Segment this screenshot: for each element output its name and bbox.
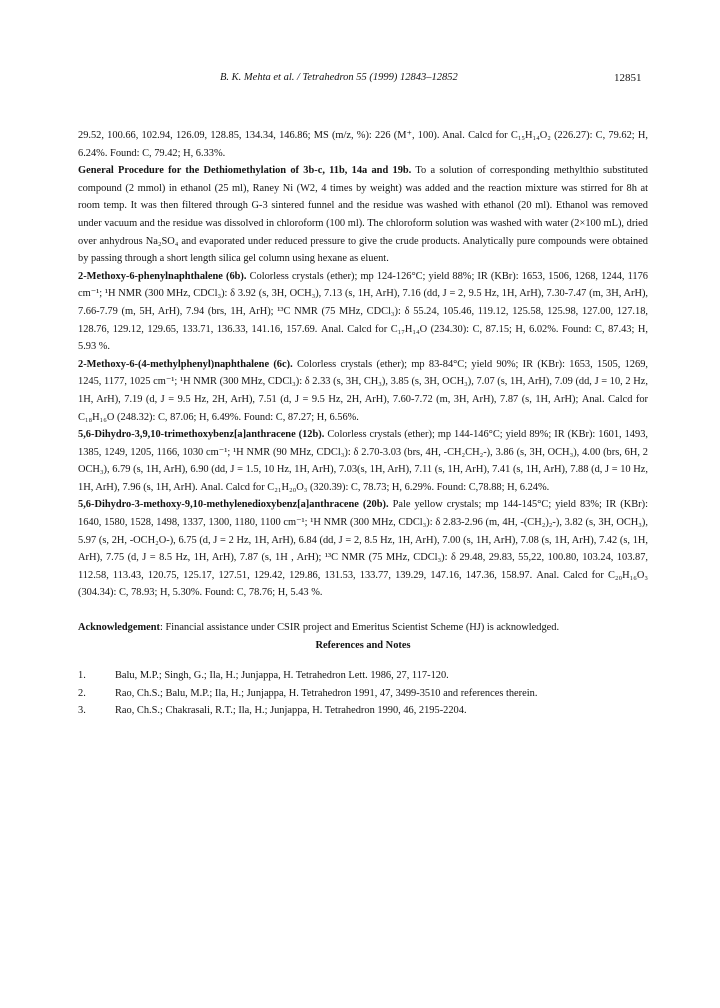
references-title: References and Notes	[315, 639, 411, 651]
paragraph-heading: 2-Methoxy-6-(4-methylphenyl)naphthalene (6c).	[78, 358, 293, 370]
paragraph-compound-20b	[78, 496, 648, 602]
running-header: B. K. Mehta et al. / Tetrahedron 55 (1999) 12843–12852	[220, 72, 458, 83]
paragraph-compound-6c	[78, 356, 648, 426]
paragraph-continuation	[78, 127, 648, 162]
section-spacer	[78, 602, 648, 619]
reference-number: 1.	[78, 670, 86, 682]
reference-text: Balu, M.P.; Singh, G.; Ila, H.; Junjappa, H. Tetrahedron Lett. 1986, 27, 117-120.	[115, 670, 449, 682]
reference-text: Rao, Ch.S.; Chakrasali, R.T.; Ila, H.; Junjappa, H. Tetrahedron 1990, 46, 2195-2204.	[115, 705, 467, 717]
article-body	[78, 127, 648, 720]
paragraph-text: 29.52, 100.66, 102.94, 126.09, 128.85, 134.34, 146.86; MS (m/z, %): 226 (M⁺, 100). Anal. Calcd for C₁₅H₁₄O₂ (226.27): C, 79.62; H, 6.24%. Found: C, 79.42; H, 6.33%.	[78, 130, 648, 159]
reference-item	[78, 667, 648, 685]
page-number: 12851	[614, 72, 642, 84]
reference-number: 3.	[78, 705, 86, 717]
reference-item	[78, 702, 648, 720]
reference-list	[78, 667, 648, 720]
paragraph-heading: 5,6-Dihydro-3,9,10-trimethoxybenz[a]anthracene (12b).	[78, 429, 325, 441]
paragraph-heading: 2-Methoxy-6-phenylnaphthalene (6b).	[78, 270, 247, 282]
paragraph-text: Pale yellow crystals; mp 144-145°C; yield 83%; IR (KBr): 1640, 1580, 1528, 1498, 1337, 1300, 1180, 1100 cm⁻¹; ¹H NMR (300 MHz, CDCl₃): δ 2.83-2.96 (m, 4H, -(CH₂)₂-), 3.82 (s, 3H, OCH₃), 5.97 (s, 2H, -OCH₂O-), 6.75 (d, J = 2 Hz, 1H, ArH), 6.84 (dd, J = 2, 8.5 Hz, 1H, ArH), 7.00 (s, 1H, ArH), 7.08 (s, 1H, ArH), 7.42 (s, 1H, ArH), 7.75 (d, J = 8.5 Hz, 1H, ArH), 7.87 (s, 1H , ArH); ¹³C NMR (75 MHz, CDCl₃): δ 29.48, 29.83, 55,22, 100.80, 103.24, 103.87, 112.58, 113.43, 120.75, 125.17, 127.51, 129.42, 129.86, 131.53, 133.77, 139.29, 147.16, 147.36, 158.97. Anal. Calcd for C₂₀H₁₆O₃ (304.34): C, 78.93; H, 5.30%. Found: C, 78.76; H, 5.43 %.	[78, 499, 648, 599]
reference-item	[78, 685, 648, 703]
paragraph-compound-6b	[78, 268, 648, 356]
paragraph-text: Colorless crystals (ether); mp 83-84°C; yield 90%; IR (KBr): 1653, 1505, 1269, 1245, 1177, 1025 cm⁻¹; ¹H NMR (300 MHz, CDCl₃): δ 2.33 (s, 3H, CH₃), 3.85 (s, 3H, OCH₃), 7.07 (s, 1H, ArH), 7.09 (dd, J = 10, 2 Hz, 1H, ArH), 7.19 (d, J = 9.5 Hz, 2H, ArH), 7.51 (d, J = 9.5 Hz, 2H, ArH), 7.60-7.72 (m, 3H, ArH), 7.87 (s, 1H, ArH); Anal. Calcd for C₁₈H₁₆O (248.32): C, 87.06; H, 6.49%. Found: C, 87.27; H, 6.56%.	[78, 358, 648, 423]
acknowledgement-paragraph	[78, 619, 648, 637]
acknowledgement-text: : Financial assistance under CSIR project and Emeritus Scientist Scheme (HJ) is acknowledged.	[159, 622, 560, 634]
acknowledgement-heading: Acknowledgement	[78, 622, 160, 634]
paragraph-heading: 5,6-Dihydro-3-methoxy-9,10-methylenedioxybenz[a]anthracene (20b).	[78, 499, 389, 511]
paragraph-text: To a solution of corresponding methylthio substituted compound (2 mmol) in ethanol (25 ml), Raney Ni (W2, 4 times by weight) was added and the reaction mixture was stirred for 8h at room temp. It was then filtered through G-3 sintered funnel and the residue was washed with ethanol (20 ml). Ethanol was removed under vacuum and the residue was dissolved in chloroform (100 ml). The chloroform solution was washed with water (2×100 mL), dried over anhydrous Na₂SO₄ and evaporated under reduced pressure to give the crude products. Analytically pure compounds were obtained by passing through a short length silica gel column using hexane as eluent.	[78, 165, 649, 265]
paragraph-compound-12b	[78, 426, 648, 496]
reference-text: Rao, Ch.S.; Balu, M.P.; Ila, H.; Junjappa, H. Tetrahedron 1991, 47, 3499-3510 and references therein.	[115, 687, 538, 699]
reference-number: 2.	[78, 687, 86, 699]
paragraph-general-procedure	[78, 162, 648, 268]
paragraph-heading: General Procedure for the Dethiomethylation of 3b-c, 11b, 14a and 19b.	[78, 165, 412, 177]
paragraph-text: Colorless crystals (ether); mp 124-126°C; yield 88%; IR (KBr): 1653, 1506, 1268, 1244, 1176 cm⁻¹; ¹H NMR (300 MHz, CDCl₃): δ 3.92 (s, 3H, OCH₃), 7.13 (s, 1H, ArH), 7.16 (dd, J = 2, 9.5 Hz, 1H, ArH), 7.30-7.47 (m, 3H, ArH), 7.66-7.79 (m, 5H, ArH), 7.94 (brs, 1H, ArH); ¹³C NMR (75 MHz, CDCl₃): δ 55.24, 105.46, 119.12, 125.58, 125.98, 127.00, 127.18, 128.76, 129.12, 129.65, 133.71, 136.33, 141.16, 157.69. Anal. Calcd for C₁₇H₁₄O (234.30): C, 87.15; H, 6.02%. Found: C, 87.43; H, 5.93 %.	[78, 270, 648, 353]
paragraph-text: Colorless crystals (ether); mp 144-146°C; yield 89%; IR (KBr): 1601, 1493, 1385, 1249, 1205, 1166, 1030 cm⁻¹; ¹H NMR (90 MHz, CDCl₃): δ 2.70-3.03 (brs, 4H, -CH₂CH₂-), 3.86 (s, 3H, OCH₃), 4.00 (brs, 6H, 2 OCH₃), 6.79 (s, 1H, ArH), 6.90 (dd, J = 1.5, 10 Hz, 1H, ArH), 7.03(s, 1H, ArH), 7.11 (s, 1H, ArH), 7.41 (s, 1H, ArH), 7.88 (d, J = 10 Hz, 1H, ArH), 7.96 (s, 1H, ArH). Anal. Calcd for C₂₁H₂₀O₃ (320.39): C, 78.73; H, 6.29%. Found: C,78.88; H, 6.24%.	[78, 429, 648, 493]
